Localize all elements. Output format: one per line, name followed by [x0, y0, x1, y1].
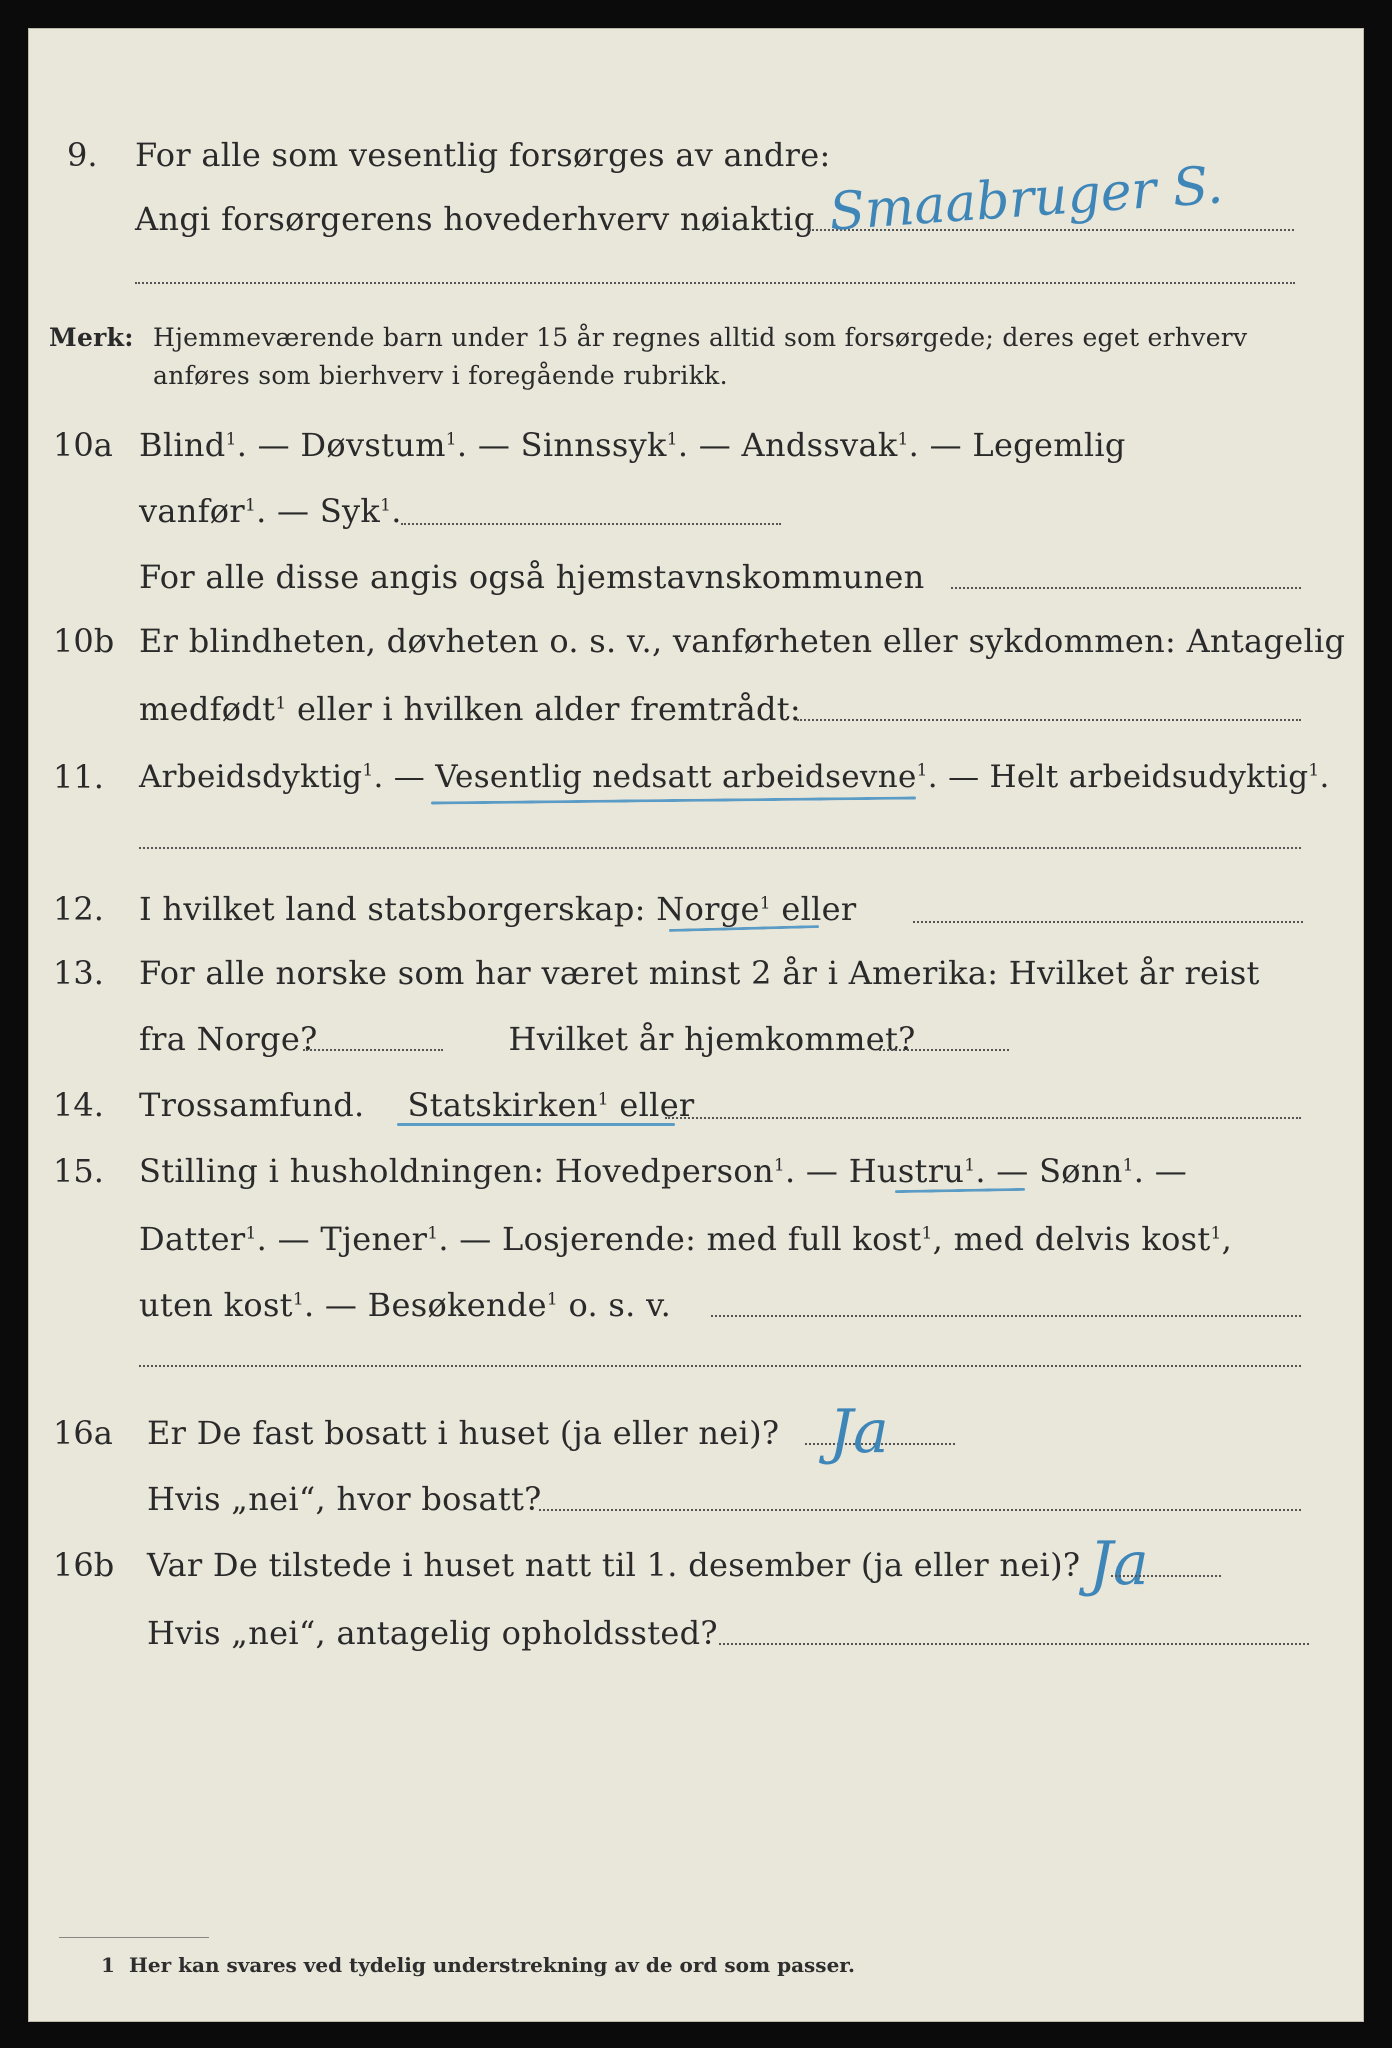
item-number-16a: 16a: [53, 1414, 113, 1452]
q13-fill-line-1: [303, 1049, 443, 1051]
item-number-13: 13.: [53, 954, 104, 992]
merk-line-1: Hjemmeværende barn under 15 år regnes alltid som forsørgede; deres eget erhverv: [153, 323, 1248, 352]
q15-line-3: uten kost$^1$. — Besøkende$^1$ o. s. v.: [139, 1286, 672, 1324]
footnote-mark: 1: [101, 1953, 115, 1977]
q10a-line-1: Blind$^1$. — Døvstum$^1$. — Sinnssyk$^1$. — Andssvak$^1$. — Legemlig: [139, 426, 1126, 464]
q15-fill-line-1: [711, 1315, 1301, 1317]
q10a-fill-line-2: [951, 587, 1301, 589]
q9-line-1: For alle som vesentlig forsørges av andre:: [135, 136, 831, 174]
q16a-line-1: Er De fast bosatt i huset (ja eller nei)?: [147, 1414, 780, 1452]
item-number-16b: 16b: [53, 1546, 115, 1584]
q12-line-1: I hvilket land statsborgerskap: Norge$^1$ eller: [139, 890, 857, 928]
q16b-handwritten-answer: Ja: [1089, 1529, 1149, 1599]
item-number-14: 14.: [53, 1086, 104, 1124]
merk-label: Merk:: [49, 323, 134, 352]
q15-line-1: Stilling i husholdningen: Hovedperson$^1$. — Hustru$^1$. — Sønn$^1$. —: [139, 1152, 1188, 1190]
option-blind: Blind: [139, 426, 226, 464]
q13-line-2: fra Norge? Hvilket år hjemkommet?: [139, 1020, 916, 1058]
option-losjerende: Losjerende: med full kost: [502, 1220, 922, 1258]
q15-fill-line-2: [139, 1365, 1301, 1367]
q10a-line-3: For alle disse angis også hjemstavnskommunen: [139, 558, 925, 596]
underline-statskirken: [397, 1123, 675, 1126]
q10a-fill-line-1: [401, 523, 781, 525]
q16a-line-2: Hvis „nei“, hvor bosatt?: [147, 1480, 542, 1518]
q14-line-1: Trossamfund. Statskirken$^1$ eller: [139, 1086, 695, 1124]
q9-extra-line: [135, 282, 1295, 284]
underline-vesentlig-nedsatt: [431, 796, 916, 804]
option-legemlig: Legemlig: [972, 426, 1126, 464]
q16a-fill-line-2: [539, 1509, 1301, 1511]
merk-line-2: anføres som bierhverv i foregående rubrikk.: [153, 361, 728, 390]
census-form-page: [28, 28, 1364, 2022]
option-sonn: Sønn: [1039, 1152, 1123, 1190]
option-datter: Datter: [139, 1220, 246, 1258]
item-number-12: 12.: [53, 890, 104, 928]
q16b-line-2: Hvis „nei“, antagelig opholdssted?: [147, 1614, 718, 1652]
item-number-10a: 10a: [53, 426, 113, 464]
option-dovstum: Døvstum: [300, 426, 446, 464]
option-norge: Norge: [656, 890, 760, 928]
option-andssvak: Andssvak: [741, 426, 898, 464]
q14-fill-line: [665, 1117, 1301, 1119]
q13-fill-line-2: [879, 1049, 1009, 1051]
q13-line-1: For alle norske som har været minst 2 år i Amerika: Hvilket år reist: [139, 954, 1260, 992]
q10b-line-1: Er blindheten, døvheten o. s. v., vanførheten eller sykdommen: Antagelig: [139, 622, 1346, 660]
q11-fill-line: [139, 847, 1301, 849]
q11-line-1: Arbeidsdyktig$^1$. — Vesentlig nedsatt arbeidsevne$^1$. — Helt arbeidsudyktig$^1$.: [139, 759, 1330, 795]
footnote-text: Her kan svares ved tydelig understrekning av de ord som passer.: [129, 1953, 855, 1977]
q16b-fill-line-2: [719, 1643, 1309, 1645]
q10b-line-2: medfødt$^1$ eller i hvilken alder fremtrådt:: [139, 690, 802, 728]
item-number-15: 15.: [53, 1152, 104, 1190]
q9-line-2: Angi forsørgerens hovederhverv nøiaktig: [135, 200, 815, 238]
q9-handwritten-answer: Smaabruger S.: [827, 155, 1225, 243]
q10b-fill-line: [797, 719, 1301, 721]
item-number-11: 11.: [53, 758, 104, 796]
option-tjener: Tjener: [320, 1220, 428, 1258]
q12-fill-line: [913, 921, 1303, 923]
item-number-10b: 10b: [53, 622, 115, 660]
option-besokende: Besøkende: [367, 1286, 547, 1324]
option-sinnssyk: Sinnssyk: [520, 426, 667, 464]
q16b-fill-line-1: [1111, 1575, 1221, 1577]
item-number-9: 9.: [67, 136, 98, 174]
option-hustru: Hustru: [848, 1152, 965, 1190]
q10a-line-2: vanfør$^1$. — Syk$^1$.: [139, 492, 402, 530]
option-helt-arbeidsudyktig: Helt arbeidsudyktig: [989, 759, 1309, 795]
footnote-rule: [59, 1937, 209, 1938]
option-syk: Syk: [319, 492, 381, 530]
q15-line-2: Datter$^1$. — Tjener$^1$. — Losjerende: med full kost$^1$, med delvis kost$^1$,: [139, 1220, 1233, 1258]
option-statskirken: Statskirken: [407, 1086, 598, 1124]
option-arbeidsdyktig: Arbeidsdyktig: [139, 759, 363, 795]
q16a-handwritten-answer: Ja: [829, 1397, 889, 1467]
option-vesentlig-nedsatt: Vesentlig nedsatt arbeidsevne: [435, 759, 917, 795]
q16b-line-1: Var De tilstede i huset natt til 1. desember (ja eller nei)?: [147, 1546, 1081, 1584]
option-vanfor: vanfør: [139, 492, 245, 530]
